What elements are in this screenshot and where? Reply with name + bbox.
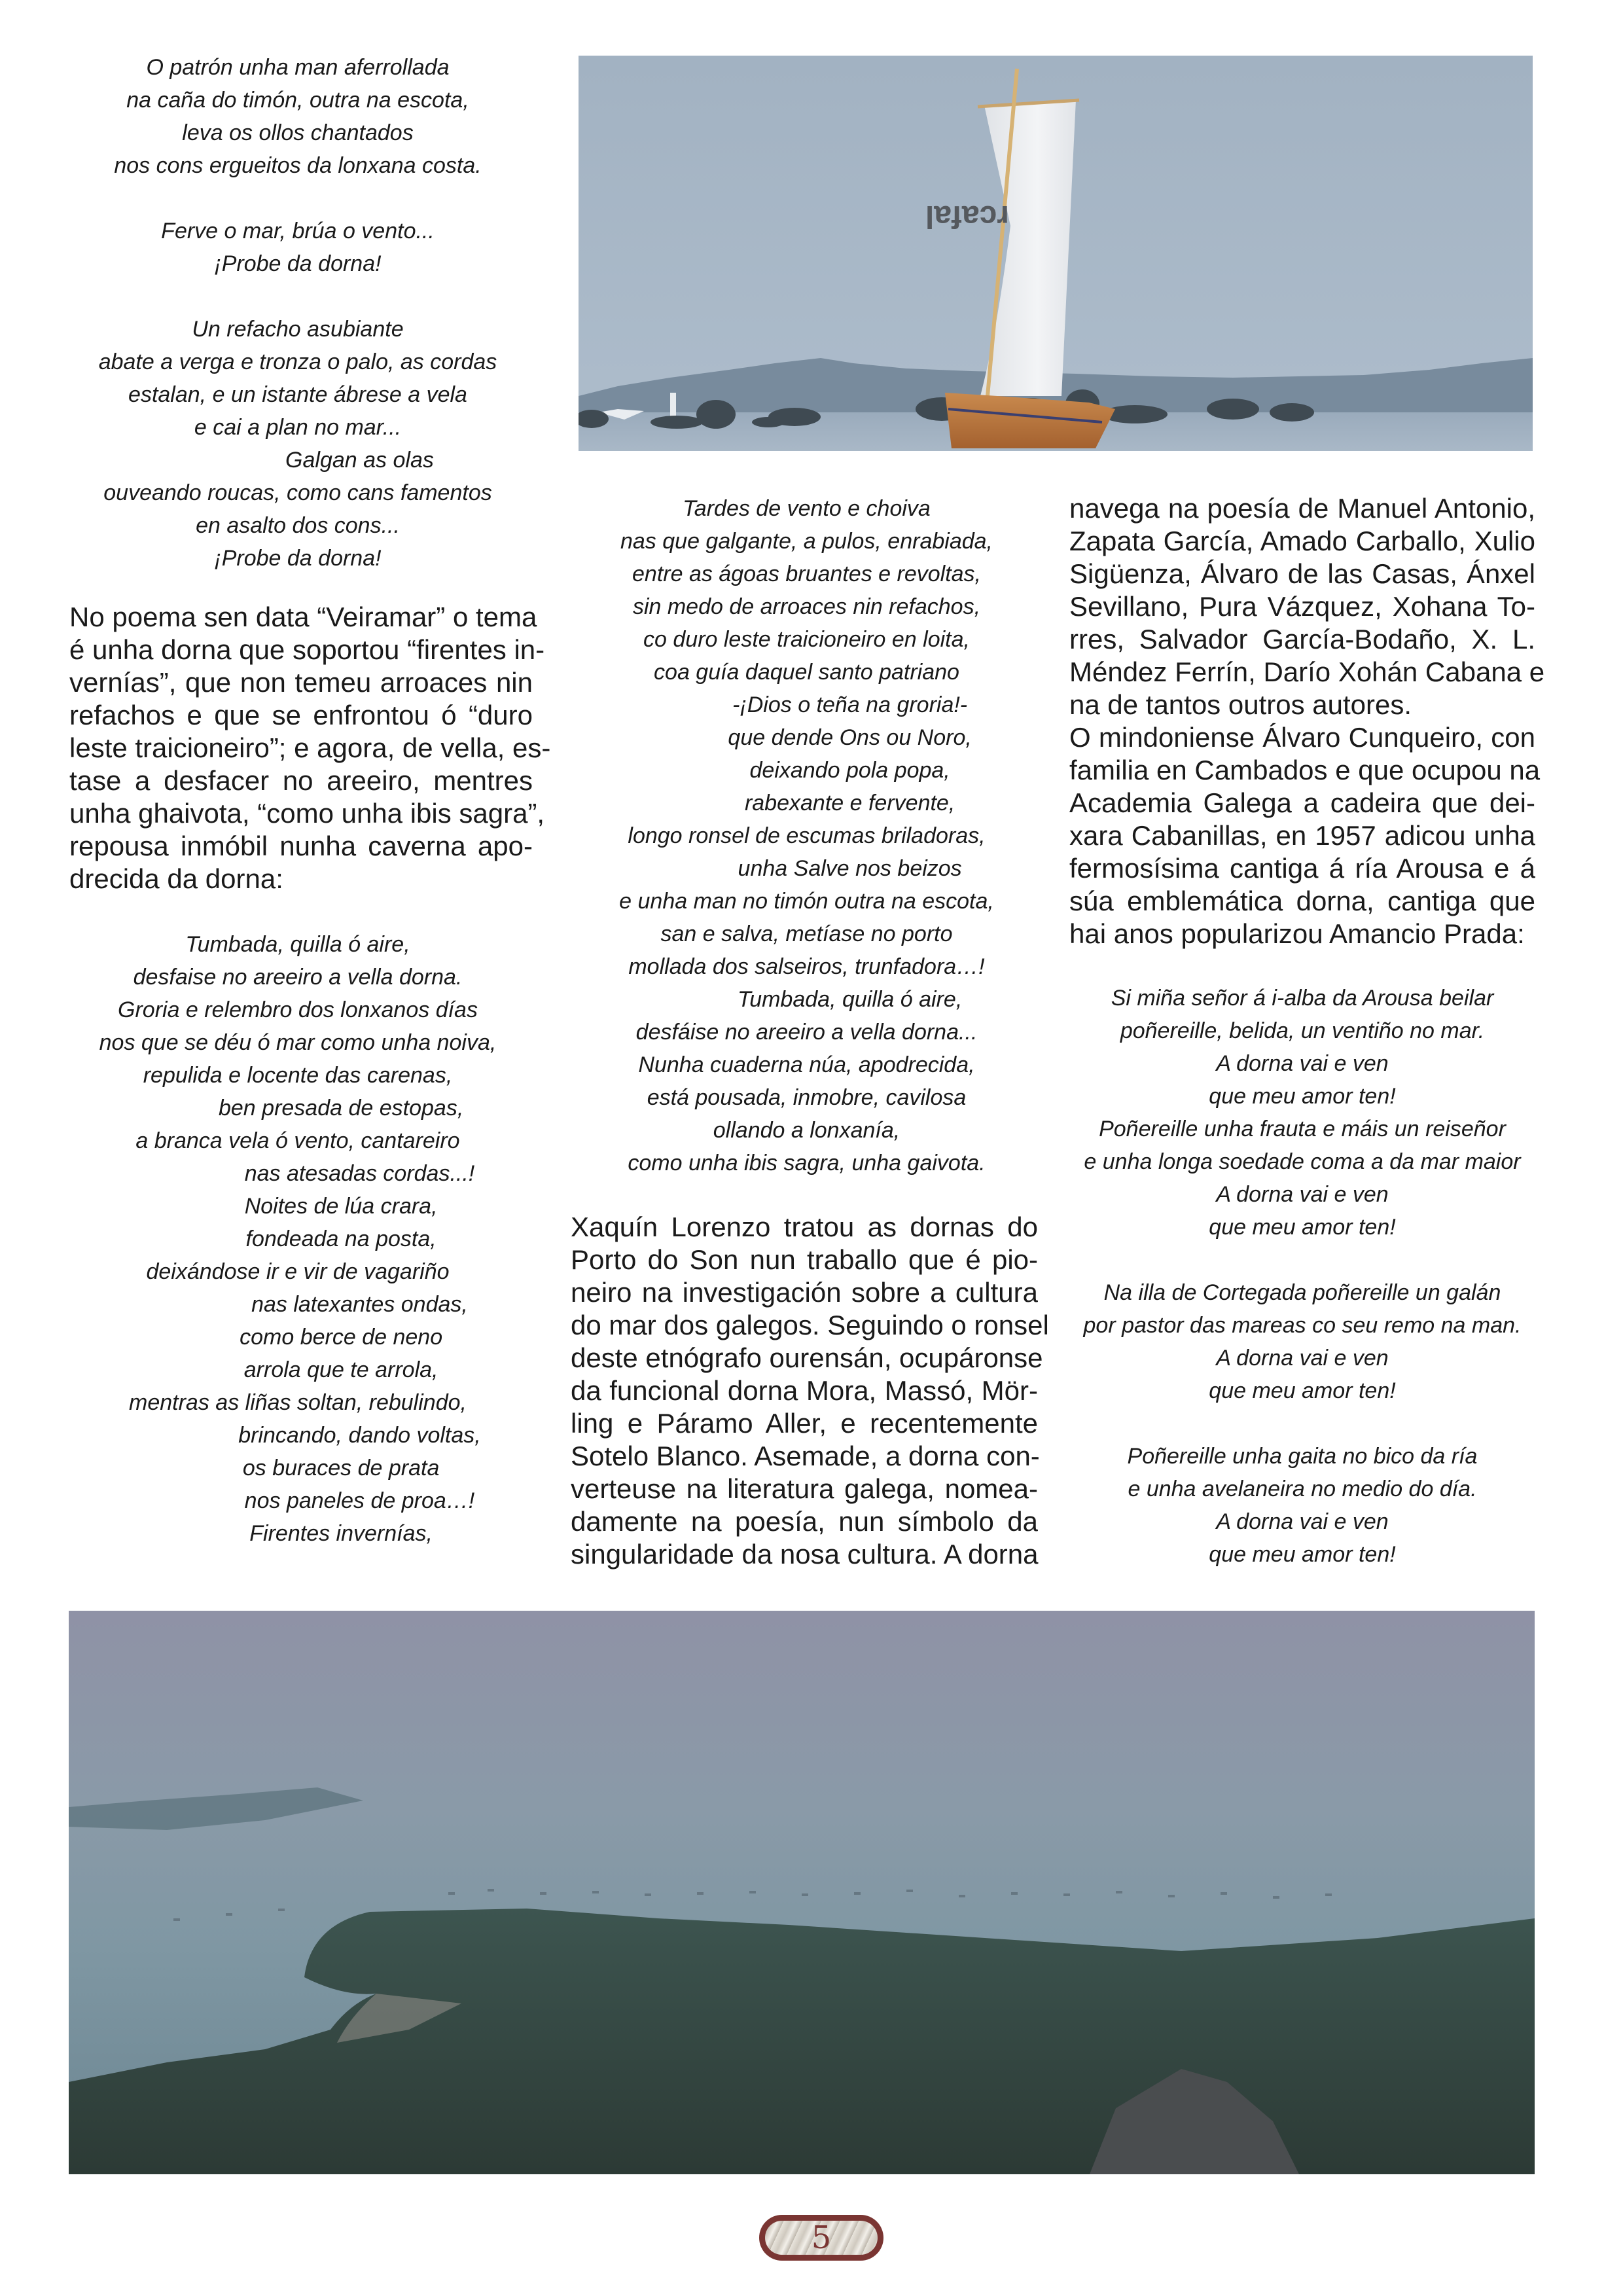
poem-line: Tardes de vento e choiva (683, 496, 931, 521)
prose-line: súa emblemática dorna, cantiga que (1069, 886, 1535, 916)
prose-line: Porto do Son nun traballo que é pio- (571, 1244, 1038, 1275)
prose-line: verteuse na literatura galega, nomea- (571, 1473, 1038, 1504)
lighthouse (670, 393, 676, 419)
column3-prose (1069, 492, 1545, 950)
song-line: A dorna vai e ven (1216, 1182, 1389, 1207)
song-line (1069, 1407, 1535, 1440)
poem-line: rabexante e fervente, (658, 791, 955, 816)
poem-line: ¡Probe da dorna! (214, 546, 382, 571)
poem-line: leva os ollos chantados (182, 120, 414, 145)
poem-line: entre as ágoas bruantes e revoltas, (632, 562, 981, 586)
poem-line: repulida e locente das carenas, (143, 1063, 453, 1088)
prose-line: Méndez Ferrín, Darío Xohán Cabana e (1069, 656, 1545, 687)
poem-line: coa guía daquel santo patriano (654, 660, 959, 685)
prose-line: O mindoniense Álvaro Cunqueiro, con (1069, 722, 1535, 753)
song-line: Poñereille unha frauta e máis un reiseñor (1099, 1117, 1506, 1141)
sailboat-photo (579, 56, 1533, 451)
poem-line: ¡Probe da dorna! (214, 251, 382, 276)
poem-line: ollando a lonxanía, (713, 1118, 901, 1143)
poem-line: deixando pola popa, (663, 758, 950, 783)
prose-line: da funcional dorna Mora, Massó, Mör- (571, 1375, 1038, 1406)
song-line (1069, 1244, 1535, 1276)
poem-line: como unha ibis sagra, unha gaivota. (628, 1151, 986, 1175)
prose-line: No poema sen data “Veiramar” o tema (69, 601, 537, 632)
poem-line: mollada dos salseiros, trunfadora…! (628, 954, 985, 979)
column2-poem (576, 492, 1037, 1179)
poem-line: e unha man no timón outra na escota, (619, 889, 994, 914)
song-line: que meu amor ten! (1209, 1215, 1396, 1240)
poem-line: mentras as liñas soltan, rebulindo, (129, 1390, 467, 1415)
prose-line: xara Cabanillas, en 1957 adicou unha (1069, 820, 1535, 851)
column2-prose (571, 1211, 1049, 1571)
prose-line: Academia Galega a cadeira que dei- (1069, 787, 1535, 818)
poem-line: desfáise no areeiro a vella dorna... (635, 1020, 978, 1045)
prose-line: hai anos popularizou Amancio Prada: (1069, 918, 1525, 949)
poem-line: os buraces de prata (156, 1456, 440, 1480)
poem-line: nas que galgante, a pulos, enrabiada, (620, 529, 993, 554)
poem-line: sin medo de arroaces nin refachos, (632, 594, 981, 619)
song-line: que meu amor ten! (1209, 1378, 1396, 1403)
sail-print: rcafal (925, 199, 1009, 234)
prose-line: fermosísima cantiga á ría Arousa e á (1069, 853, 1535, 884)
song-line: Si miña señor á i-alba da Arousa beilar (1111, 986, 1494, 1011)
prose-line: repousa inmóbil nunha caverna apo- (69, 831, 533, 861)
poem-line: abate a verga e tronza o palo, as cordas (98, 350, 497, 374)
poem-line: fondeada na posta, (159, 1227, 437, 1251)
column1-prose (69, 601, 551, 895)
song-line: A dorna vai e ven (1216, 1051, 1389, 1076)
column1-poem-top (69, 51, 527, 575)
poem-line: nas atesadas cordas...! (120, 1161, 475, 1186)
poem-line: nos cons ergueitos da lonxana costa. (114, 153, 482, 178)
song-line: e unha avelaneira no medio do día. (1128, 1477, 1477, 1501)
poem-line: Tumbada, quilla ó aire, (651, 987, 963, 1012)
rope-texture (765, 2221, 878, 2255)
prose-line: vernías”, que non temeu arroaces nin (69, 667, 533, 698)
poem-line: desfaise no areeiro a vella dorna. (133, 965, 463, 990)
song-line: Poñereille unha gaita no bico da ría (1127, 1444, 1478, 1469)
poem-line: arrola que te arrola, (157, 1357, 438, 1382)
poem-line: ouveando roucas, como cans famentos (103, 480, 492, 505)
song-line: que meu amor ten! (1209, 1542, 1396, 1567)
poem-line (69, 280, 527, 313)
prose-line: Xaquín Lorenzo tratou as dornas do (571, 1211, 1038, 1242)
poem-line: que dende Ons ou Noro, (641, 725, 972, 750)
prose-line: tase a desfacer no areeiro, mentres (69, 765, 533, 796)
song-line: e unha longa soedade coma a da mar maior (1084, 1149, 1521, 1174)
prose-line: damente na poesía, nun símbolo da (571, 1506, 1038, 1537)
prose-line: navega na poesía de Manuel Antonio, (1069, 493, 1535, 524)
prose-line: Zapata García, Amado Carballo, Xulio (1069, 526, 1535, 556)
ria-aerial-photo (69, 1611, 1535, 2174)
prose-line: rres, Salvador García-Bodaño, X. L. (1069, 624, 1535, 655)
prose-line: é unha dorna que soportou “firentes in- (69, 634, 545, 665)
prose-line: refachos e que se enfrontou ó “duro (69, 700, 533, 730)
prose-line: deste etnógrafo ourensán, ocupáronse (571, 1342, 1043, 1373)
poem-line: Groria e relembro dos lonxanos días (118, 997, 478, 1022)
prose-line: ling e Páramo Aller, e recentemente (571, 1408, 1038, 1439)
poem-line: Tumbada, quilla ó aire, (185, 932, 410, 957)
page-number-badge (759, 2215, 883, 2261)
prose-line: unha ghaivota, “como unha ibis sagra”, (69, 798, 545, 829)
poem-line: longo ronsel de escumas briladoras, (628, 823, 986, 848)
poem-line: unha Salve nos beizos (651, 856, 962, 881)
prose-line: do mar dos galegos. Seguindo o ronsel (571, 1310, 1049, 1340)
page-number: 5 (811, 2219, 832, 2256)
poem-line: O patrón unha man aferrollada (146, 55, 450, 80)
column3-song (1069, 982, 1535, 1571)
prose-line: Sigüenza, Álvaro de las Casas, Ánxel (1069, 558, 1535, 589)
poem-line: Un refacho asubiante (192, 317, 404, 342)
poem-line: na caña do timón, outra na escota, (126, 88, 469, 113)
poem-line: está pousada, inmobre, cavilosa (647, 1085, 967, 1110)
poem-line: estalan, e un istante ábrese a vela (128, 382, 467, 407)
song-line: que meu amor ten! (1209, 1084, 1396, 1109)
poem-line: e cai a plan no mar... (194, 415, 402, 440)
prose-line: Sotelo Blanco. Asemade, a dorna con- (571, 1441, 1040, 1471)
prose-line: leste traicioneiro”; e agora, de vella, es- (69, 732, 551, 763)
poem-line: ben presada de estopas, (132, 1096, 464, 1121)
poem-line: a branca vela ó vento, cantareiro (135, 1128, 460, 1153)
poem-line: nos que se déu ó mar como unha noiva, (99, 1030, 497, 1055)
poem-line: deixándose ir e vir de vagariño (146, 1259, 450, 1284)
poem-line: Nunha cuaderna núa, apodrecida, (638, 1052, 975, 1077)
poem-line: brincando, dando voltas, (115, 1423, 481, 1448)
prose-line: neiro na investigación sobre a cultura (571, 1277, 1038, 1308)
prose-line: Sevillano, Pura Vázquez, Xohana To- (1069, 591, 1535, 622)
song-line: poñereille, belida, un ventiño no mar. (1120, 1018, 1485, 1043)
poem-line: nos paneles de proa…! (120, 1488, 475, 1513)
song-line: Na illa de Cortegada poñereille un galán (1103, 1280, 1501, 1305)
prose-line: familia en Cambados e que ocupou na (1069, 755, 1541, 785)
song-line: A dorna vai e ven (1216, 1346, 1389, 1371)
poem-line: san e salva, metíase no porto (660, 922, 953, 946)
poem-line: Firentes invernías, (163, 1521, 433, 1546)
prose-line: singularidade da nosa cultura. A dorna (571, 1539, 1039, 1570)
prose-line: na de tantos outros autores. (1069, 689, 1412, 720)
song-line: por pastor das mareas co seu remo na man. (1083, 1313, 1522, 1338)
poem-line: nas latexantes ondas, (128, 1292, 468, 1317)
column1-poem-bottom (69, 928, 527, 1550)
poem-line: -¡Dios o teña na groria!- (645, 692, 968, 717)
poem-line: como berce de neno (152, 1325, 443, 1350)
prose-line: drecida da dorna: (69, 863, 283, 894)
poem-line: Ferve o mar, brúa o vento... (161, 219, 435, 243)
poem-line (69, 182, 527, 215)
song-line: A dorna vai e ven (1216, 1509, 1389, 1534)
poem-line: co duro leste traicioneiro en loita, (643, 627, 970, 652)
poem-line: en asalto dos cons... (196, 513, 400, 538)
poem-line: Galgan as olas (162, 448, 434, 473)
poem-line: Noites de lúa crara, (158, 1194, 438, 1219)
